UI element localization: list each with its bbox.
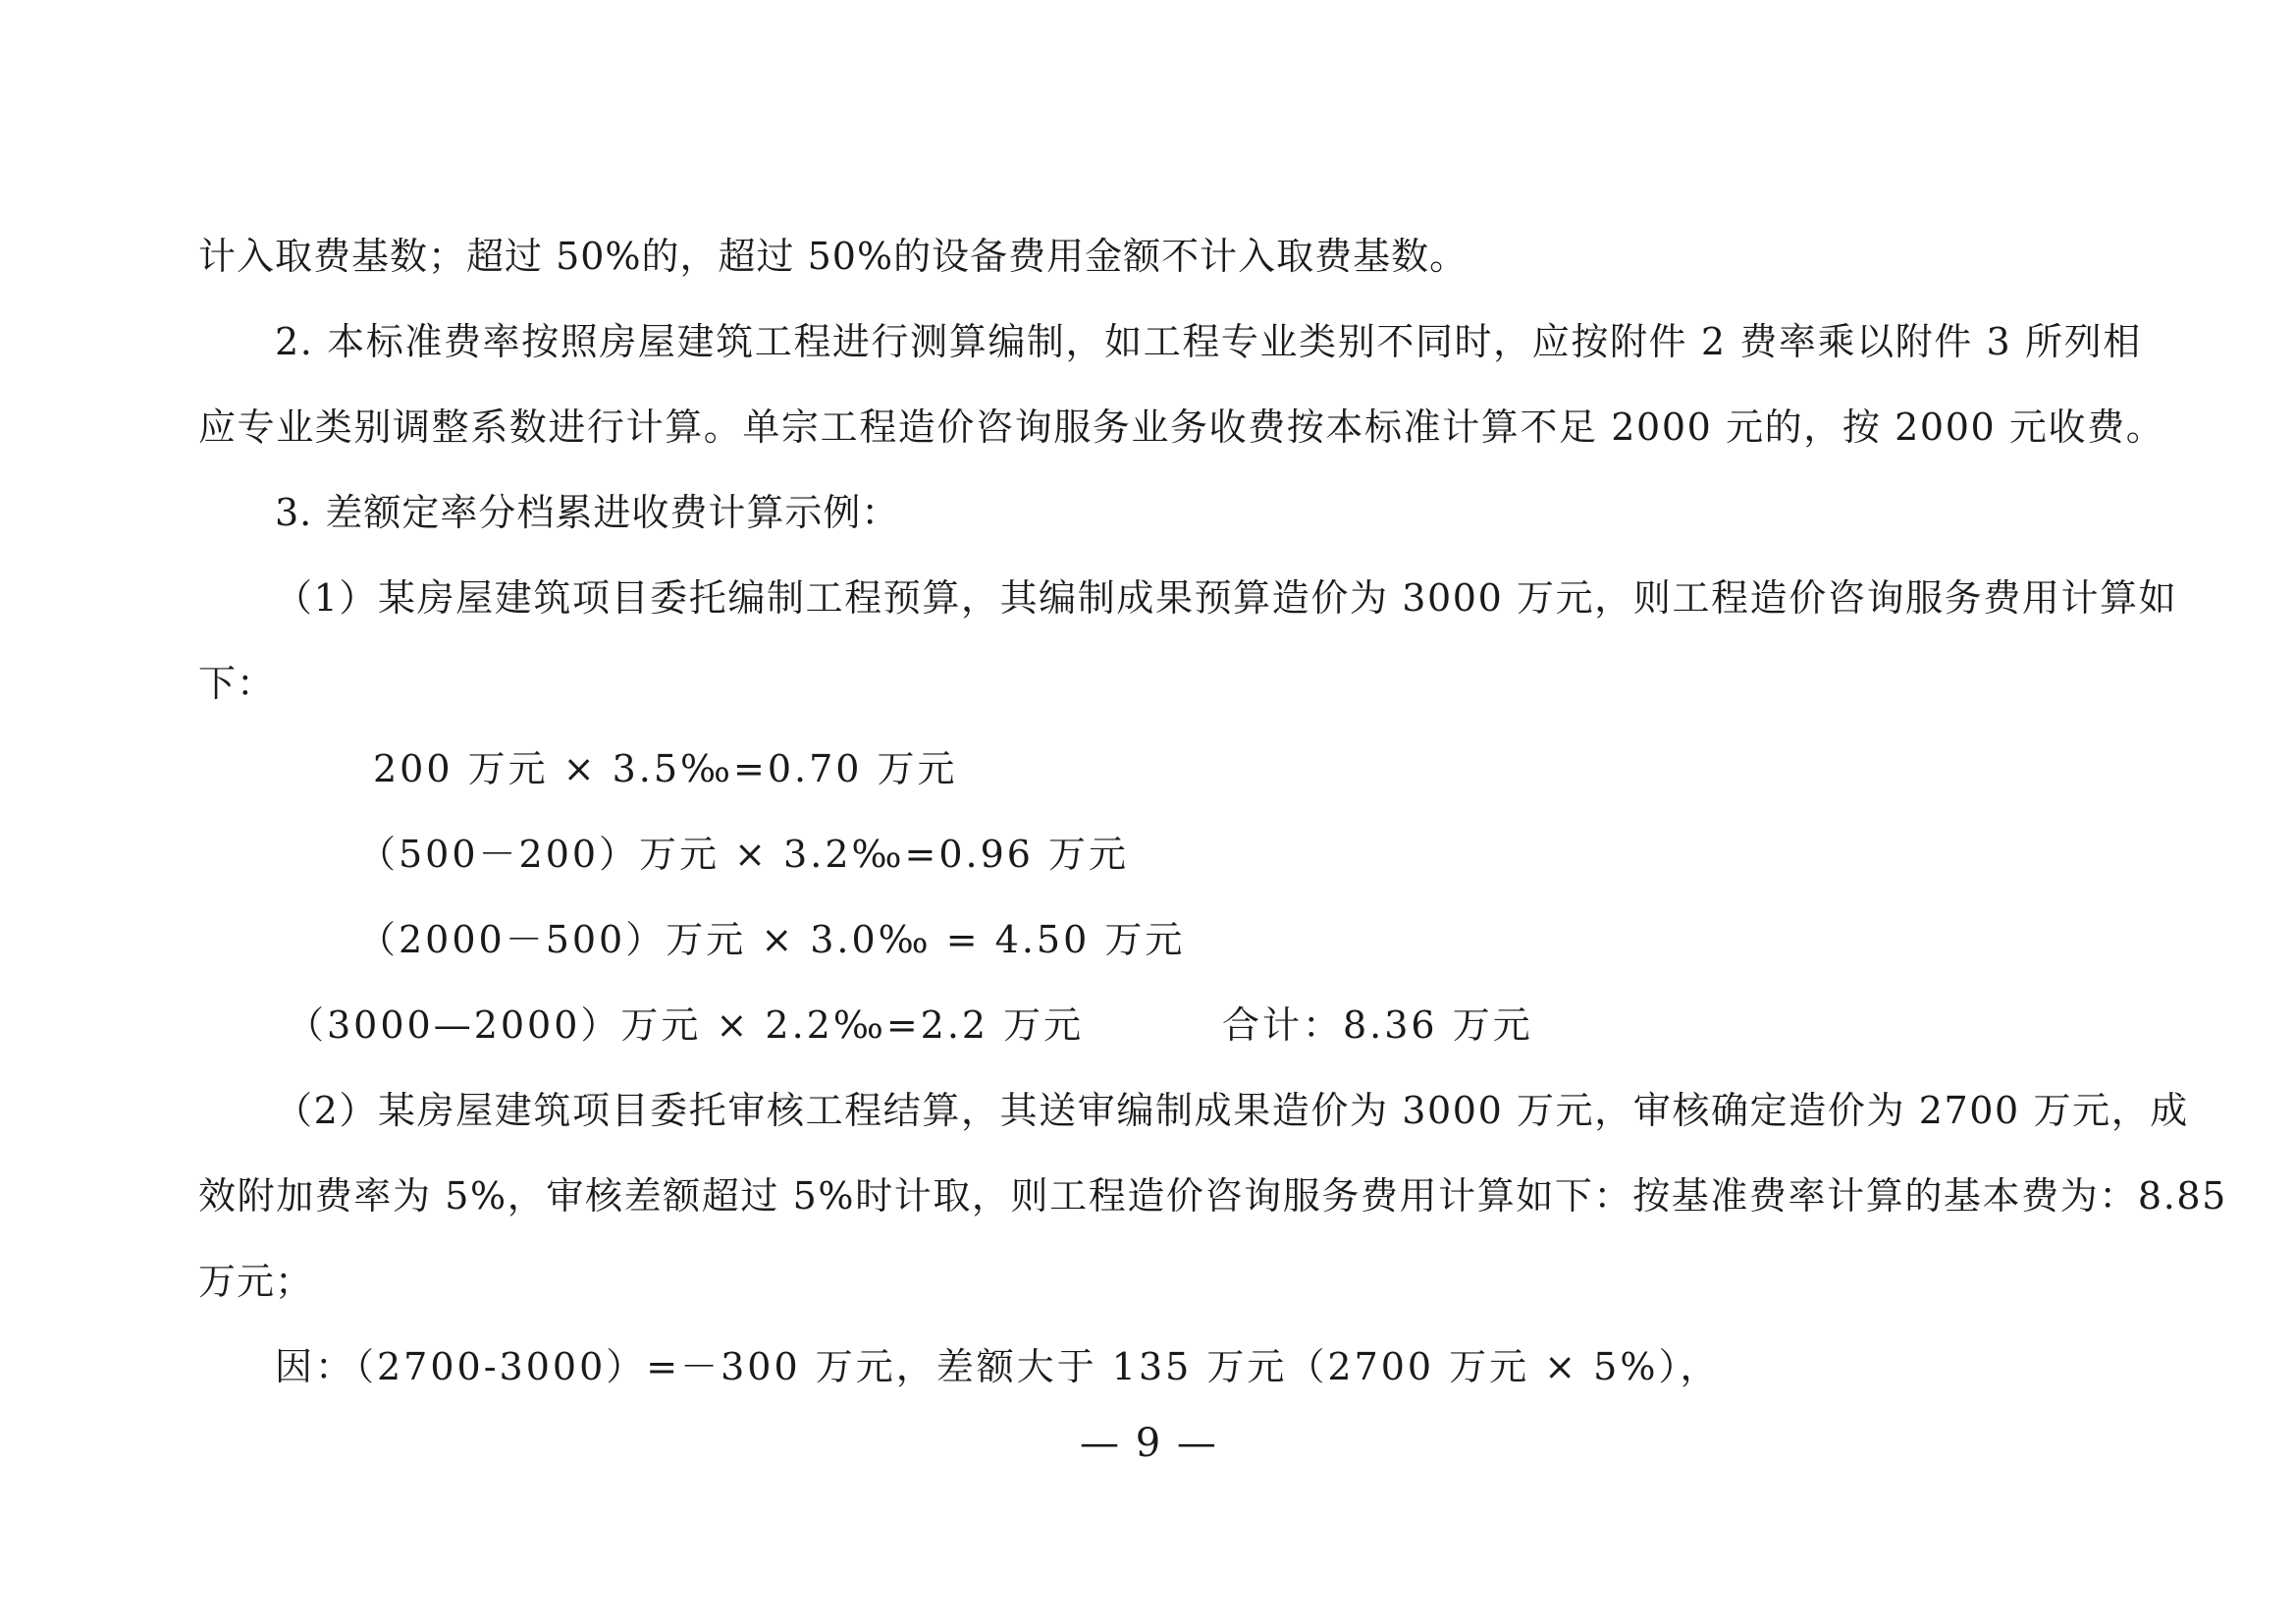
calculation-line-3: （2000－500）万元 × 3.0‰ = 4.50 万元 bbox=[358, 918, 1186, 961]
calculation-line-2: （500－200）万元 × 3.2‰=0.96 万元 bbox=[358, 833, 1130, 876]
paragraph-line-2: 2. 本标准费率按照房屋建筑工程进行测算编制，如工程专业类别不同时，应按附件 2 费率乘以附件 3 所列相 bbox=[275, 320, 2142, 363]
paragraph-line-3: 应专业类别调整系数进行计算。单宗工程造价咨询服务业务收费按本标准计算不足 2000 元的，按 2000 元收费。 bbox=[198, 406, 2165, 449]
paragraph-line-1: 计入取费基数；超过 50%的，超过 50%的设备费用金额不计入取费基数。 bbox=[198, 235, 1468, 278]
paragraph-line-9: 万元； bbox=[198, 1260, 314, 1303]
paragraph-line-4: 3. 差额定率分档累进收费计算示例： bbox=[275, 491, 900, 534]
paragraph-line-10: 因：（2700-3000）=－300 万元，差额大于 135 万元（2700 万元 × 5%）， bbox=[275, 1345, 1721, 1388]
calculation-line-1: 200 万元 × 3.5‰=0.70 万元 bbox=[373, 747, 958, 790]
page-number: — 9 — bbox=[1080, 1421, 1218, 1466]
paragraph-line-5: （1）某房屋建筑项目委托编制工程预算，其编制成果预算造价为 3000 万元，则工程造价咨询服务费用计算如 bbox=[275, 576, 2178, 620]
total-line: 合计：8.36 万元 bbox=[1222, 1003, 1533, 1047]
paragraph-line-7: （2）某房屋建筑项目委托审核工程结算，其送审编制成果造价为 3000 万元，审核确定造价为 2700 万元，成 bbox=[275, 1089, 2189, 1132]
paragraph-line-8: 效附加费率为 5%，审核差额超过 5%时计取，则工程造价咨询服务费用计算如下：按基准费率计算的基本费为：8.85 bbox=[198, 1174, 2227, 1218]
calculation-line-4: （3000—2000）万元 × 2.2‰=2.2 万元 bbox=[287, 1003, 1085, 1047]
paragraph-line-6: 下： bbox=[198, 662, 276, 705]
